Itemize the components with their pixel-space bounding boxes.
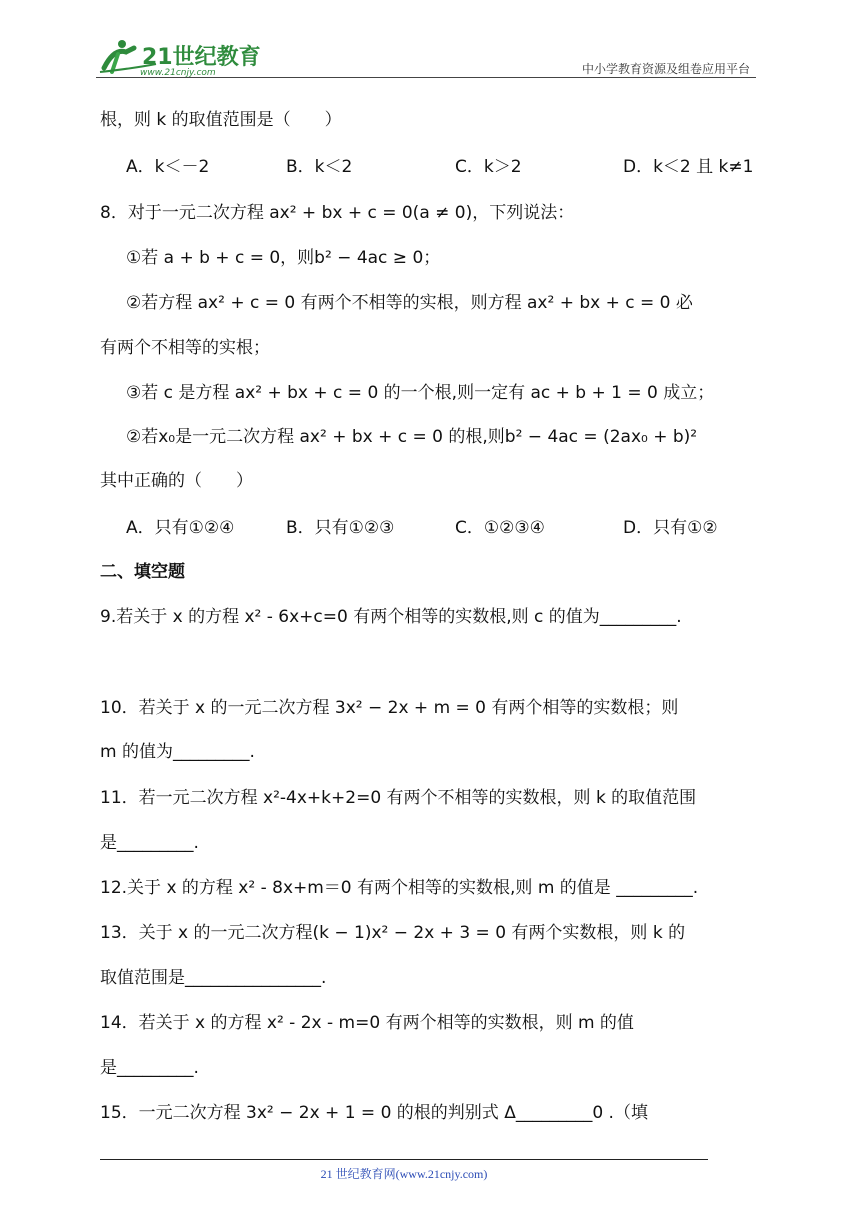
q7-option-a: A．k＜－2 xyxy=(126,157,210,177)
runner-logo-icon xyxy=(96,38,264,78)
q8-statement-4: ②若x₀是一元二次方程 ax² + bx + c = 0 的根,则b² − 4ac = (2ax₀ + b)² xyxy=(126,427,698,447)
q8-statement-3: ③若 c 是方程 ax² + bx + c = 0 的一个根,则一定有 ac + b + 1 = 0 成立； xyxy=(126,383,715,403)
q13: 13．关于 x 的一元二次方程(k − 1)x² − 2x + 3 = 0 有两个实数根，则 k 的 xyxy=(100,923,686,943)
q8-option-b: B．只有①②③ xyxy=(286,518,395,538)
footer-text: 21 世纪教育网(www.21cnjy.com) xyxy=(320,1167,488,1181)
q14: 14．若关于 x 的方程 x² - 2x - m=0 有两个相等的实数根，则 m 的值 xyxy=(100,1013,634,1033)
q11: 11．若一元二次方程 x²-4x+k+2=0 有两个不相等的实数根，则 k 的取值范围 xyxy=(100,788,697,808)
q8-option-a: A．只有①②④ xyxy=(126,518,235,538)
logo-text: 21世纪教育 xyxy=(142,45,261,70)
logo-url: www.21cnjy.com xyxy=(140,68,216,78)
q7-stem-continued: 根，则 k 的取值范围是（ ） xyxy=(100,110,342,130)
q8-statement-2-continued: 有两个不相等的实根； xyxy=(100,338,270,358)
q10-continued: m 的值为_________. xyxy=(100,742,255,762)
q8-statement-1: ①若 a + b + c = 0，则b² − 4ac ≥ 0； xyxy=(126,248,441,268)
q8-stem: 8．对于一元二次方程 ax² + bx + c = 0(a ≠ 0)，下列说法： xyxy=(100,203,575,223)
q13-continued: 取值范围是________________. xyxy=(100,968,327,988)
q8-option-c: C．①②③④ xyxy=(455,518,545,538)
q14-continued: 是_________. xyxy=(100,1058,199,1078)
section-title-fill-in: 二、填空题 xyxy=(100,562,185,582)
q9: 9.若关于 x 的方程 x² - 6x+c=0 有两个相等的实数根,则 c 的值为_________. xyxy=(100,607,682,627)
q8-option-d: D．只有①② xyxy=(623,518,718,538)
q10: 10．若关于 x 的一元二次方程 3x² − 2x + m = 0 有两个相等的实数根；则 xyxy=(100,698,679,718)
site-logo xyxy=(96,38,264,78)
q8-statement-2: ②若方程 ax² + c = 0 有两个不相等的实根，则方程 ax² + bx + c = 0 必 xyxy=(126,293,693,313)
header-divider xyxy=(96,77,756,78)
q7-option-d: D．k＜2 且 k≠1 xyxy=(623,157,754,177)
q7-option-c: C．k＞2 xyxy=(455,157,522,177)
q12: 12.关于 x 的方程 x² - 8x+m＝0 有两个相等的实数根,则 m 的值是 _________. xyxy=(100,878,699,898)
q8-question: 其中正确的（ ） xyxy=(100,471,253,491)
q11-continued: 是_________. xyxy=(100,833,199,853)
q7-option-b: B．k＜2 xyxy=(286,157,353,177)
q15: 15．一元二次方程 3x² − 2x + 1 = 0 的根的判别式 Δ_________0 .（填 xyxy=(100,1103,648,1123)
footer-divider xyxy=(100,1159,708,1160)
site-name: 中小学教育资源及组卷应用平台 xyxy=(582,62,751,76)
